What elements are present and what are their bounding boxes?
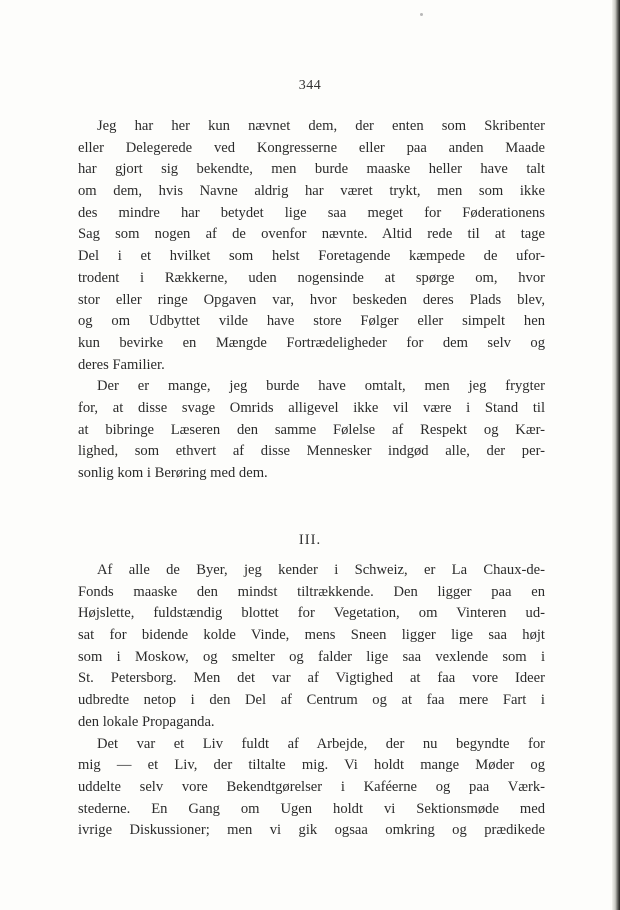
text-line: Højslette, fuldstændig blottet for Vegetation, om Vinteren ud- <box>78 605 545 622</box>
text-line: Det var et Liv fuldt af Arbejde, der nu begyndte for <box>97 735 545 752</box>
text-line: at bibringe Læseren den samme Følelse af Respekt og Kær- <box>78 421 545 438</box>
section-heading: III. <box>298 532 322 548</box>
text-line: sat for bidende kolde Vinde, mens Sneen ligger lige saa højt <box>78 627 545 644</box>
text-line: trodent i Rækkerne, uden nogensinde at spørge om, hvor <box>78 269 545 286</box>
text-block-2 <box>78 560 545 842</box>
text-line: for, at disse svage Omrids alligevel ikke vil være i Stand til <box>78 399 545 416</box>
paper-speck <box>420 13 423 16</box>
text-line: deres Familier. <box>78 356 165 373</box>
text-line: om dem, hvis Navne aldrig har været trykt, men som ikke <box>78 183 545 200</box>
text-block-1 <box>78 116 545 485</box>
text-line: Jeg har her kun nævnet dem, der enten som Skribenter <box>97 118 545 134</box>
text-line: som i Moskow, og smelter og falder lige saa vexlende som i <box>78 648 545 665</box>
text-line: Sag som nogen af de ovenfor nævnte. Altid rede til at tage <box>78 226 545 243</box>
text-line: uddelte selv vore Bekendtgørelser i Kaféerne og paa Værk- <box>78 778 545 795</box>
text-line: Der er mange, jeg burde have omtalt, men jeg frygter <box>97 378 545 395</box>
text-line: Del i et hvilket som helst Foretagende kæmpede de ufor- <box>78 248 545 265</box>
text-line: den lokale Propaganda. <box>78 713 215 730</box>
text-line: og om Udbyttet vilde have store Følger eller simpelt hen <box>78 313 545 330</box>
text-line: Af alle de Byer, jeg kender i Schweiz, er La Chaux-de- <box>97 562 545 578</box>
text-line: har gjort sig bekendte, men burde maaske heller have talt <box>78 161 545 178</box>
text-line: ivrige Diskussioner; men vi gik ogsaa omkring og prædikede <box>78 822 545 839</box>
text-line: kun bevirke en Mængde Fortrædeligheder for dem selv og <box>78 334 545 351</box>
text-line: eller Delegerede ved Kongresserne eller paa anden Maade <box>78 139 545 156</box>
text-line: udbredte netop i den Del af Centrum og at faa mere Fart i <box>78 692 545 709</box>
page-number: 344 <box>298 78 322 93</box>
text-line: lighed, som ethvert af disse Mennesker indgød alle, der per- <box>78 443 545 460</box>
text-line: sonlig kom i Berøring med dem. <box>78 465 268 481</box>
page-edge-shadow <box>612 0 620 910</box>
text-line: Fonds maaske den mindst tiltrækkende. Den ligger paa en <box>78 583 545 600</box>
text-line: mig — et Liv, der tiltalte mig. Vi holdt mange Møder og <box>78 757 545 774</box>
text-line: stor eller ringe Opgaven var, hvor beskeden deres Plads blev, <box>78 291 545 308</box>
text-line: St. Petersborg. Men det var af Vigtighed at faa vore Ideer <box>78 670 545 687</box>
text-line: des mindre har betydet lige saa meget for Føderationens <box>78 204 545 221</box>
text-line: stederne. En Gang om Ugen holdt vi Sektionsmøde med <box>78 800 545 817</box>
